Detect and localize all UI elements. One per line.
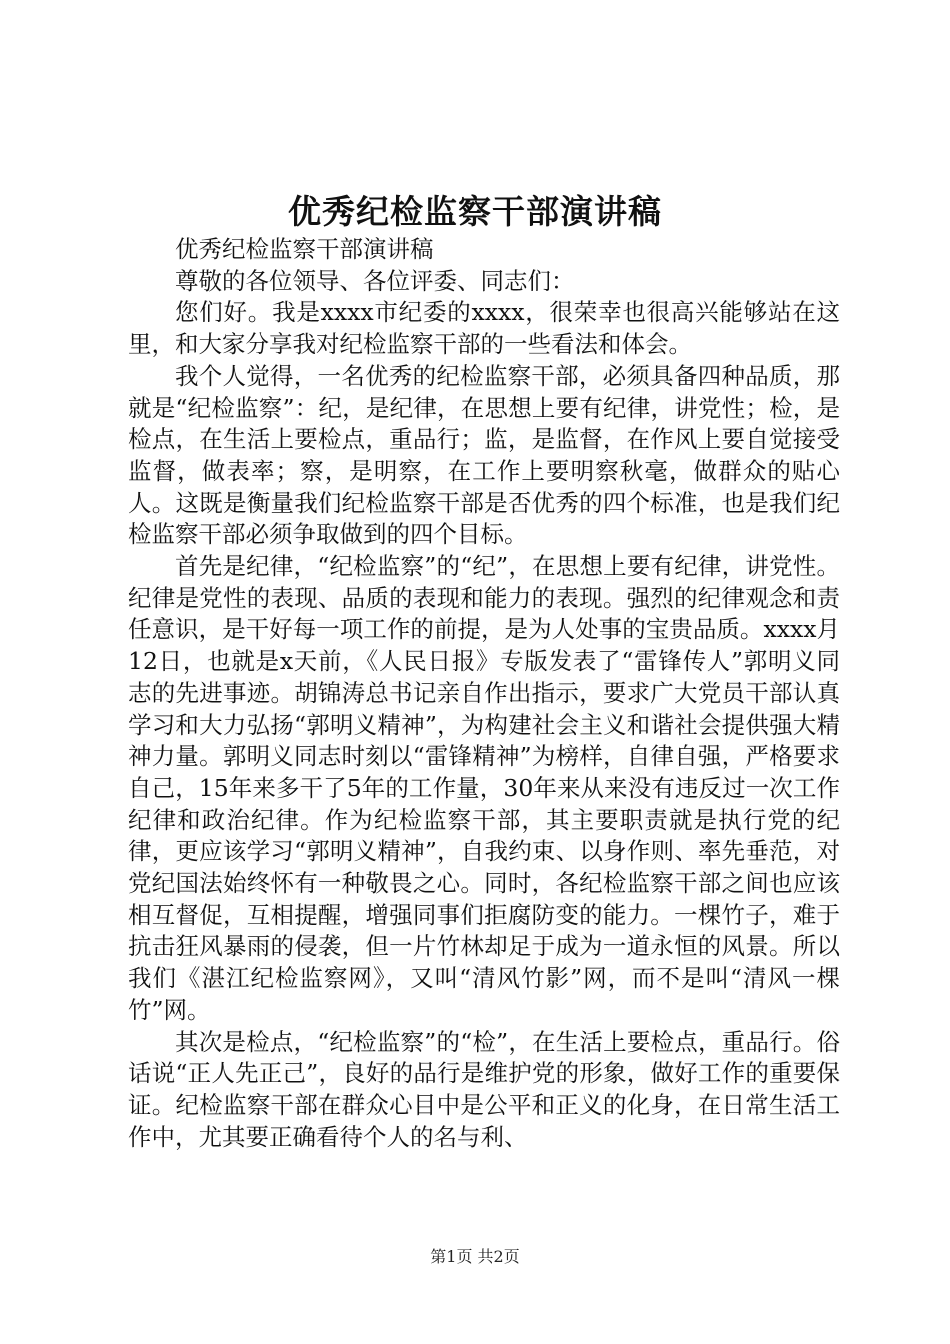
paragraph-discipline: 首先是纪律，“纪检监察”的“纪”，在思想上要有纪律，讲党性。纪律是党性的表现、品质的表现和能力的表现。强烈的纪律观念和责任意识，是干好每一项工作的前提，是为人处事的宝贵品质。xxxx月12日，也就是x天前，《人民日报》专版发表了“雷锋传人”郭明义同志的先进事迹。胡锦涛总书记亲自作出指示，要求广大党员干部认真学习和大力弘扬“郭明义精神”，为构建社会主义和谐社会提供强大精神力量。郭明义同志时刻以“雷锋精神”为榜样，自律自强，严格要求自己，15年来多干了5年的工作量，30年来从来没有违反过一次工作纪律和政治纪律。作为纪检监察干部，其主要职责就是执行党的纪律，更应该学习“郭明义精神”，自我约束、以身作则、率先垂范，对党纪国法始终怀有一种敬畏之心。同时，各纪检监察干部之间也应该相互督促，互相提醒，增强同事们拒腐防变的能力。一棵竹子，难于抗击狂风暴雨的侵袭，但一片竹林却足于成为一道永恒的风景。所以我们《湛江纪检监察网》，又叫“清风竹影”网，而不是叫“清风一棵竹”网。 xyxy=(128,552,840,1024)
paragraph-subtitle: 优秀纪检监察干部演讲稿 xyxy=(175,235,434,263)
paragraph-salutation: 尊敬的各位领导、各位评委、同志们： xyxy=(175,266,575,295)
paragraph-four-qualities: 我个人觉得，一名优秀的纪检监察干部，必须具备四种品质，那就是“纪检监察”：纪，是纪律，在思想上要有纪律，讲党性；检，是检点，在生活上要检点，重品行；监，是监督，在作风上要自觉接受监督，做表率；察，是明察，在工作上要明察秋毫，做群众的贴心人。这既是衡量我们纪检监察干部是否优秀的四个标准，也是我们纪检监察干部必须争取做到的四个目标。 xyxy=(128,361,840,549)
document-title: 优秀纪检监察干部演讲稿 xyxy=(288,192,662,231)
paragraph-greeting: 您们好。我是xxxx市纪委的xxxx，很荣幸也很高兴能够站在这里，和大家分享我对纪检监察干部的一些看法和体会。 xyxy=(128,298,840,359)
page-footer: 第1页 共2页 xyxy=(430,1247,520,1266)
document-body xyxy=(128,234,840,1153)
paragraph-conduct: 其次是检点，“纪检监察”的“检”，在生活上要检点，重品行。俗话说“正人先正己”，良好的品行是维护党的形象，做好工作的重要保证。纪检监察干部在群众心目中是公平和正义的化身，在日常生活工作中，尤其要正确看待个人的名与利、 xyxy=(128,1027,840,1151)
